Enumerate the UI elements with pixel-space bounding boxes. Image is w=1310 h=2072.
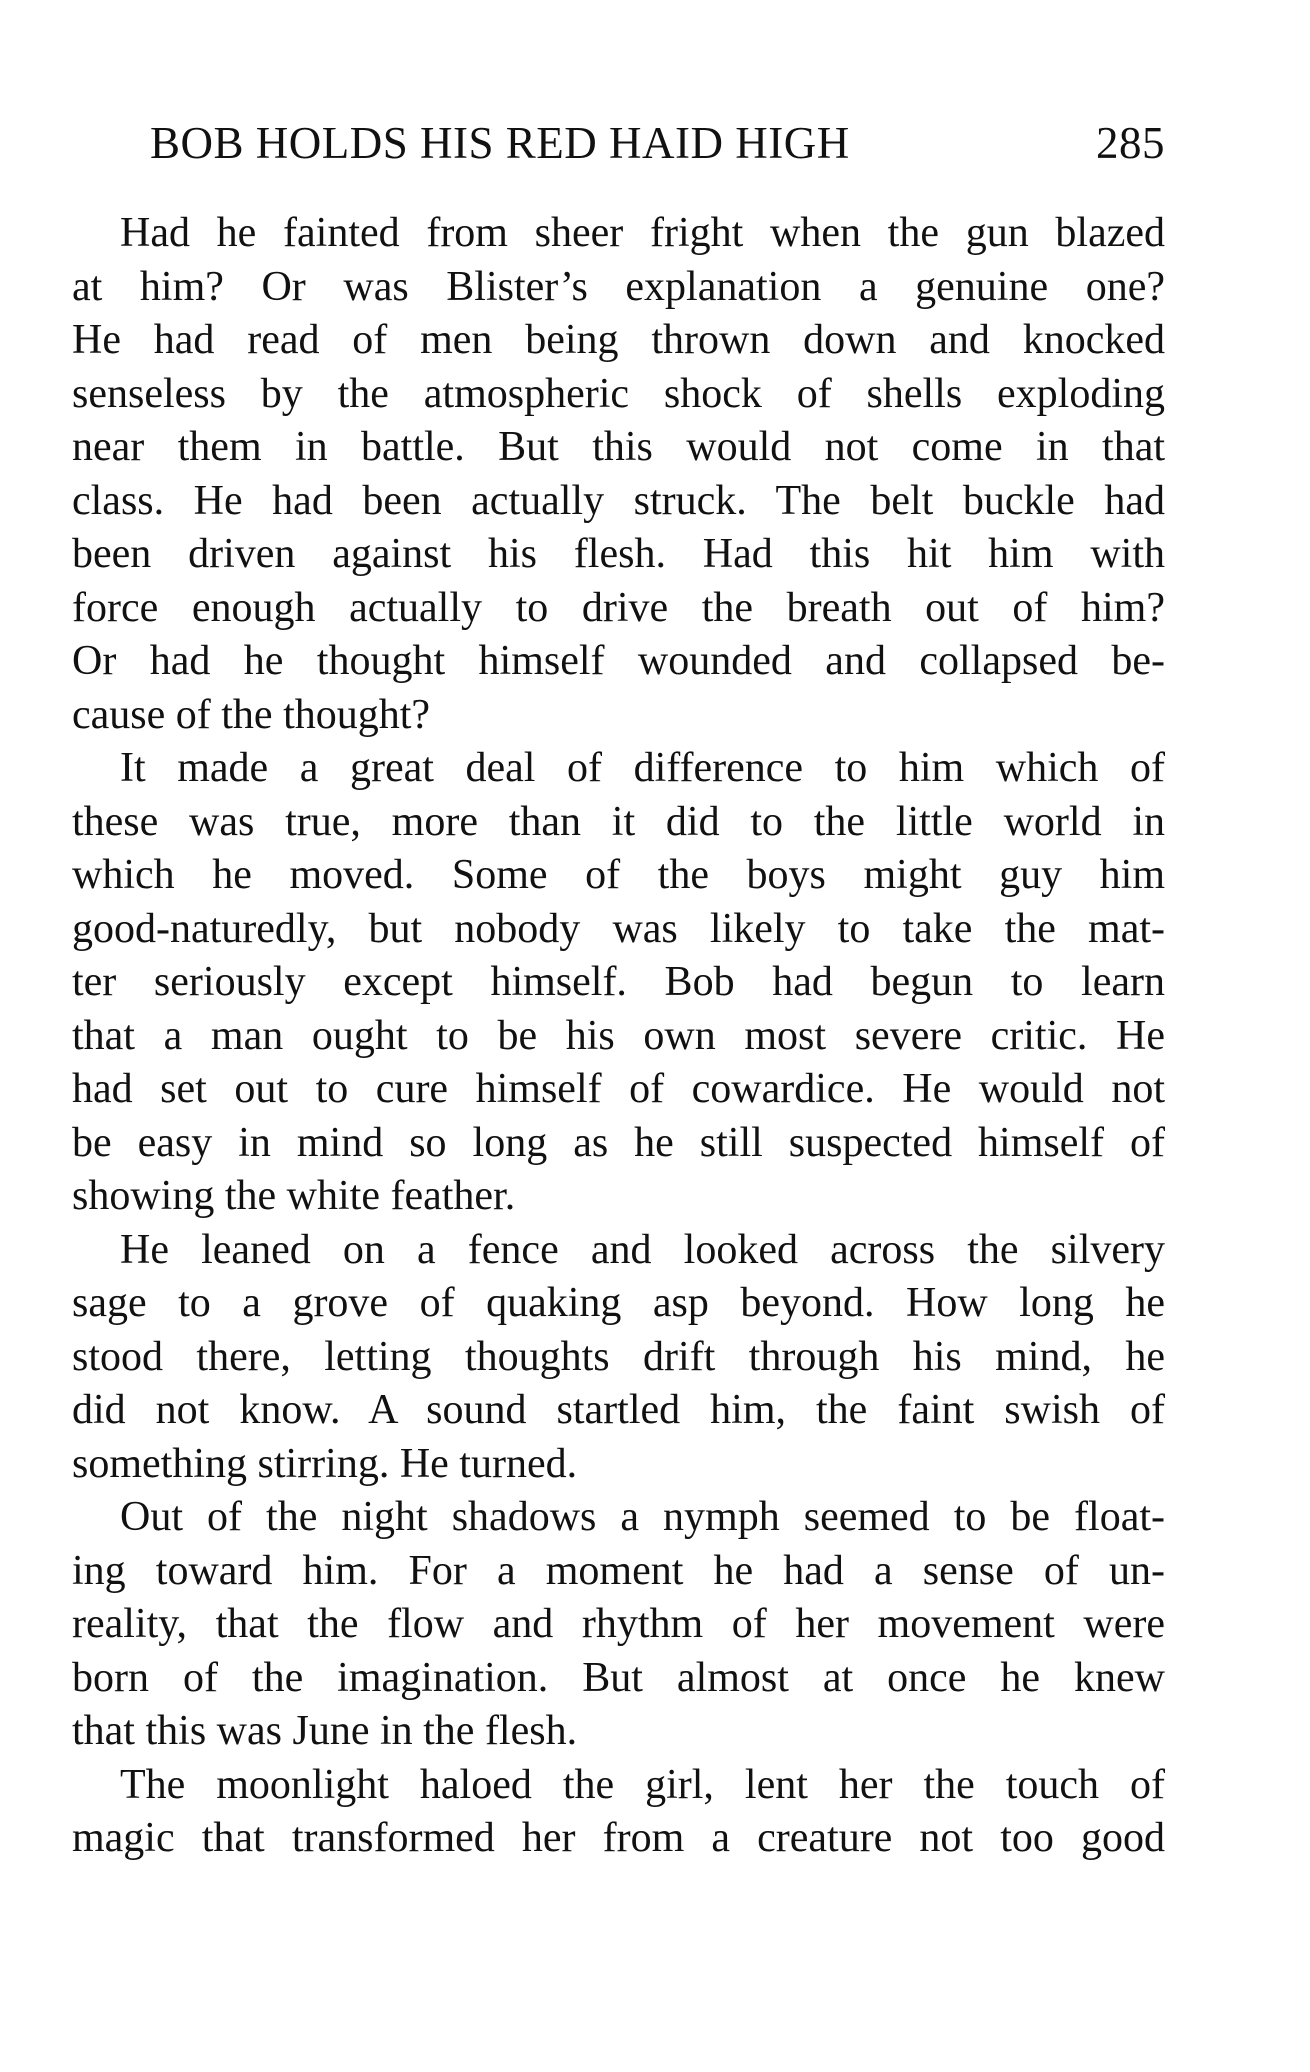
text-line: force enough actually to drive the breath out of him? [72,584,1165,631]
running-header [150,113,1165,173]
text-line: be easy in mind so long as he still suspected himself of [72,1119,1165,1166]
text-line: been driven against his flesh. Had this hit him with [72,531,1165,577]
text-line: sage to a grove of quaking asp beyond. How long he [72,1280,1165,1326]
text-line: at him? Or was Blister’s explanation a genuine one? [72,263,1165,310]
text-line: these was true, more than it did to the little world in [72,798,1165,845]
text-line: good-naturedly, but nobody was likely to take the mat- [72,905,1165,952]
text-line: had set out to cure himself of cowardice. He would not [72,1066,1165,1112]
text-line: magic that transformed her from a creature not too good [72,1815,1165,1861]
page-number: 285 [1096,118,1165,168]
text-line: that a man ought to be his own most severe critic. He [72,1012,1165,1059]
text-line: reality, that the flow and rhythm of her movement were [72,1601,1165,1647]
text-line: born of the imagination. But almost at once he knew [72,1654,1165,1701]
chapter-title: BOB HOLDS HIS RED HAID HIGH [150,118,850,168]
text-line: The moonlight haloed the girl, lent her the touch of [120,1761,1165,1808]
text-line: ing toward him. For a moment he had a sense of un- [72,1547,1165,1594]
text-line: ter seriously except himself. Bob had begun to learn [72,959,1165,1005]
text-line: did not know. A sound startled him, the faint swish of [72,1387,1165,1433]
text-line: It made a great deal of difference to him which of [120,745,1165,791]
text-line: which he moved. Some of the boys might guy him [72,852,1165,898]
text-line: Had he fainted from sheer fright when the gun blazed [120,210,1165,256]
text-line: Or had he thought himself wounded and collapsed be- [72,638,1165,684]
text-line: something stirring. He turned. [72,1440,578,1487]
text-line: stood there, letting thoughts drift through his mind, he [72,1333,1165,1380]
text-line: senseless by the atmospheric shock of shells exploding [72,370,1165,417]
body-text [72,207,1165,1866]
text-line: He leaned on a fence and looked across the silvery [120,1226,1165,1273]
text-line: that this was June in the flesh. [72,1708,578,1754]
text-line: Out of the night shadows a nymph seemed to be float- [120,1494,1165,1540]
text-line: He had read of men being thrown down and knocked [72,317,1165,363]
text-line: near them in battle. But this would not come in that [72,424,1165,470]
text-line: class. He had been actually struck. The belt buckle had [72,477,1165,524]
text-line: showing the white feather. [72,1173,516,1219]
text-line: cause of the thought? [72,691,431,738]
